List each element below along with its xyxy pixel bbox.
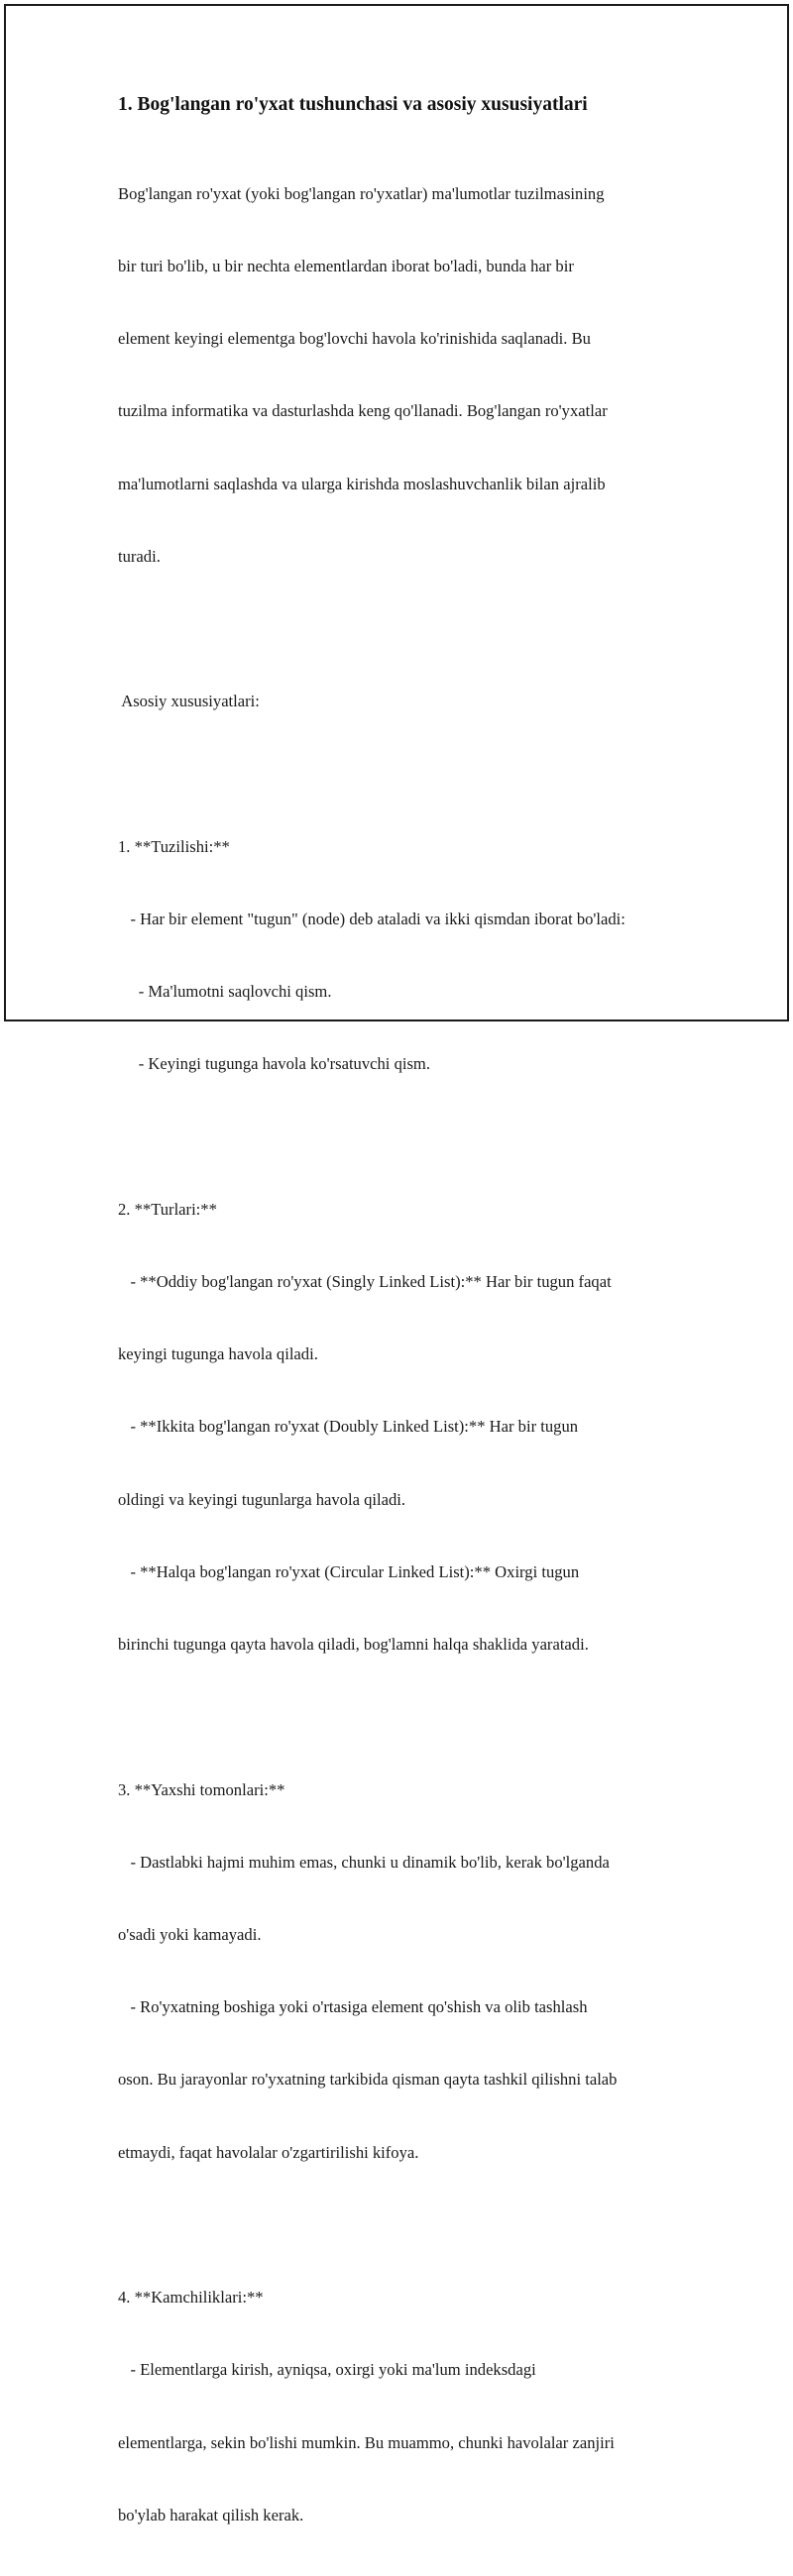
blank-line xyxy=(118,1705,713,1729)
section-line: oldingi va keyingi tugunlarga havola qiladi. xyxy=(118,1489,406,1509)
document-body xyxy=(118,93,713,2576)
section-line: - Keyingi tugunga havola ko'rsatuvchi qism. xyxy=(118,1054,430,1074)
section-advantages xyxy=(118,1730,713,2213)
blank-line xyxy=(118,1126,713,1149)
blank-line xyxy=(118,2213,713,2237)
section-line: - Har bir element "tugun" (node) deb ataladi va ikki qismdan iborat bo'ladi: xyxy=(118,909,625,928)
section-title: 3. **Yaxshi tomonlari:** xyxy=(118,1779,285,1799)
section-line: - **Halqa bog'langan ro'yxat (Circular Linked List):** Oxirgi tugun xyxy=(118,1561,580,1581)
section-line: bo'ylab harakat qilish kerak. xyxy=(118,2505,304,2524)
section-line: - Elementlarga kirish, ayniqsa, oxirgi yoki ma'lum indeksdagi xyxy=(118,2360,536,2380)
intro-line: tuzilma informatika va dasturlashda keng qo'llanadi. Bog'langan ro'yxatlar xyxy=(118,401,608,421)
section-line: etmaydi, faqat havolalar o'zgartirilishi kifoya. xyxy=(118,2142,419,2162)
intro-paragraph xyxy=(118,134,713,617)
subheading-text: Asosiy xususiyatlari: xyxy=(118,692,260,711)
section-types xyxy=(118,1149,713,1705)
section-title: 4. **Kamchiliklari:** xyxy=(118,2288,264,2308)
section-line: o'sadi yoki kamayadi. xyxy=(118,1925,262,1944)
section-line: oson. Bu jarayonlar ro'yxatning tarkibida qisman qayta tashkil qilishni talab xyxy=(118,2070,618,2090)
section-line: - **Ikkita bog'langan ro'yxat (Doubly Linked List):** Har bir tugun xyxy=(118,1417,579,1437)
section-line: keyingi tugunga havola qiladi. xyxy=(118,1344,318,1364)
intro-line: element keyingi elementga bog'lovchi havola ko'rinishida saqlanadi. Bu xyxy=(118,329,591,349)
section-disadvantages xyxy=(118,2237,713,2576)
blank-line xyxy=(118,617,713,641)
section-line: birinchi tugunga qayta havola qiladi, bog'lamni halqa shaklida yaratadi. xyxy=(118,1635,589,1655)
intro-line: turadi. xyxy=(118,546,161,566)
intro-line: Bog'langan ro'yxat (yoki bog'langan ro'yxatlar) ma'lumotlar tuzilmasining xyxy=(118,183,605,203)
section-line: - **Oddiy bog'langan ro'yxat (Singly Linked List):** Har bir tugun faqat xyxy=(118,1272,612,1292)
section-line: - Dastlabki hajmi muhim emas, chunki u dinamik bo'lib, kerak bo'lganda xyxy=(118,1852,610,1872)
section-line: - Ma'lumotni saqlovchi qism. xyxy=(118,982,332,1002)
subheading xyxy=(118,642,713,763)
intro-line: ma'lumotlarni saqlashda va ularga kirishda moslashuvchanlik bilan ajralib xyxy=(118,474,606,493)
blank-line xyxy=(118,763,713,787)
section-title: 1. **Tuzilishi:** xyxy=(118,836,230,856)
section-line: - Ro'yxatning boshiga yoki o'rtasiga element qo'shish va olib tashlash xyxy=(118,1997,588,2017)
document-heading: 1. Bog'langan ro'yxat tushunchasi va asosiy xususiyatlari xyxy=(118,94,588,115)
document-page xyxy=(4,4,789,2524)
section-structure xyxy=(118,787,713,1126)
intro-line: bir turi bo'lib, u bir nechta elementlardan iborat bo'ladi, bunda har bir xyxy=(118,257,574,276)
section-line: elementlarga, sekin bo'lishi mumkin. Bu muammo, chunki havolalar zanjiri xyxy=(118,2432,615,2452)
section-title: 2. **Turlari:** xyxy=(118,1199,217,1219)
